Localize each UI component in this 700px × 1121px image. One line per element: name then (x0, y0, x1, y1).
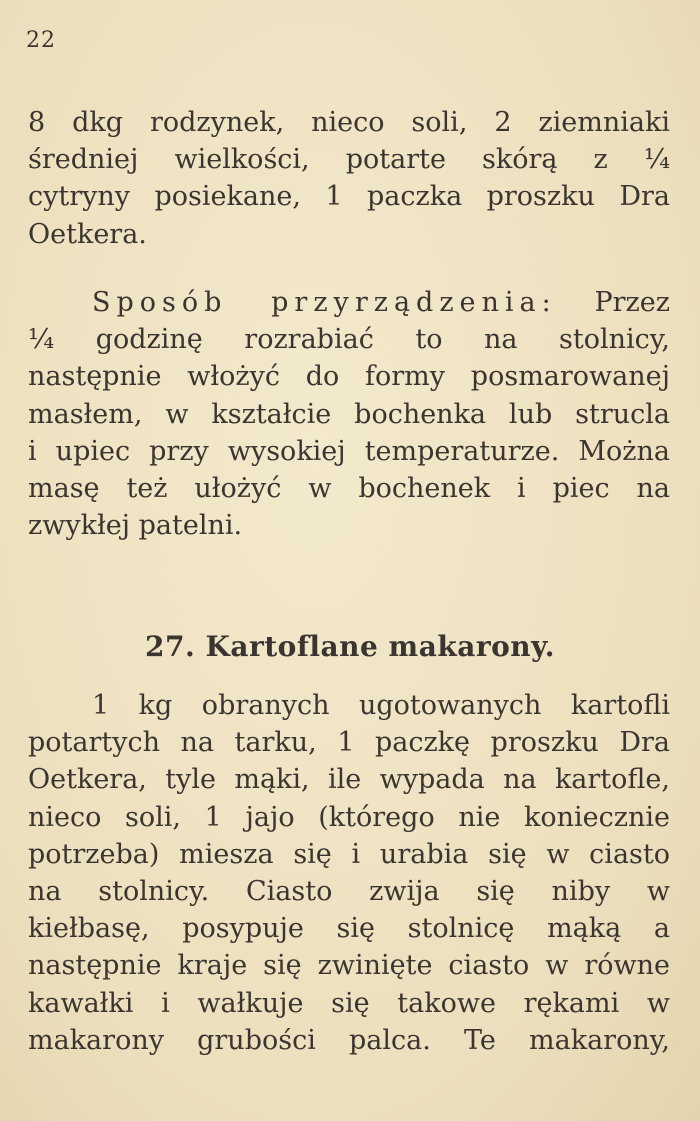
text-line: masę też ułożyć w bochenek i piec na (28, 473, 670, 505)
text-line: Oetkera, tyle mąki, ile wypada na kartofle, (28, 764, 670, 796)
recipe-paragraph (28, 687, 670, 1059)
text-line: na stolnicy. Ciasto zwija się niby w (28, 876, 670, 908)
method-first-word: Przez (594, 287, 670, 318)
method-first-line (28, 284, 670, 321)
text-line: 1 kg obranych ugotowanych kartofli (92, 690, 670, 721)
text-line: kawałki i wałkuje się takowe rękami w (28, 987, 670, 1019)
recipe-heading: 27. Kartoflane makarony. (145, 630, 555, 663)
text-line: makarony grubości palca. Te makarony, (28, 1024, 670, 1056)
text-line: potartych na tarku, 1 paczkę proszku Dra (28, 727, 670, 759)
text-line: nieco soli, 1 jajo (którego nie koniecznie (28, 801, 670, 833)
text-line: kiełbasę, posypuje się stolnicę mąką a (28, 913, 670, 945)
text-line: Oetkera. (28, 218, 147, 250)
text-line: i upiec przy wysokiej temperaturze. Można (28, 435, 670, 467)
text-line: następnie włożyć do formy posmarowanej (28, 361, 670, 393)
text-line: cytryny posiekane, 1 paczka proszku Dra (28, 181, 670, 213)
text-line: następnie kraje się zwinięte ciasto w równe (28, 950, 670, 982)
text-line: masłem, w kształcie bochenka lub strucla (28, 398, 670, 430)
method-paragraph (28, 284, 670, 544)
method-label: Sposób przyrządzenia: (92, 287, 557, 318)
text-line: 8 dkg rodzynek, nieco soli, 2 ziemniaki (28, 107, 670, 138)
text-line: potrzeba) miesza się i urabia się w ciasto (28, 838, 670, 870)
ingredients-continued (28, 104, 670, 253)
text-line: ¼ godzinę rozrabiać to na stolnicy, (28, 324, 670, 356)
page-number: 22 (26, 28, 56, 53)
text-line: zwykłej patelni. (28, 510, 243, 542)
text-line: średniej wielkości, potarte skórą z ¼ (28, 144, 670, 176)
